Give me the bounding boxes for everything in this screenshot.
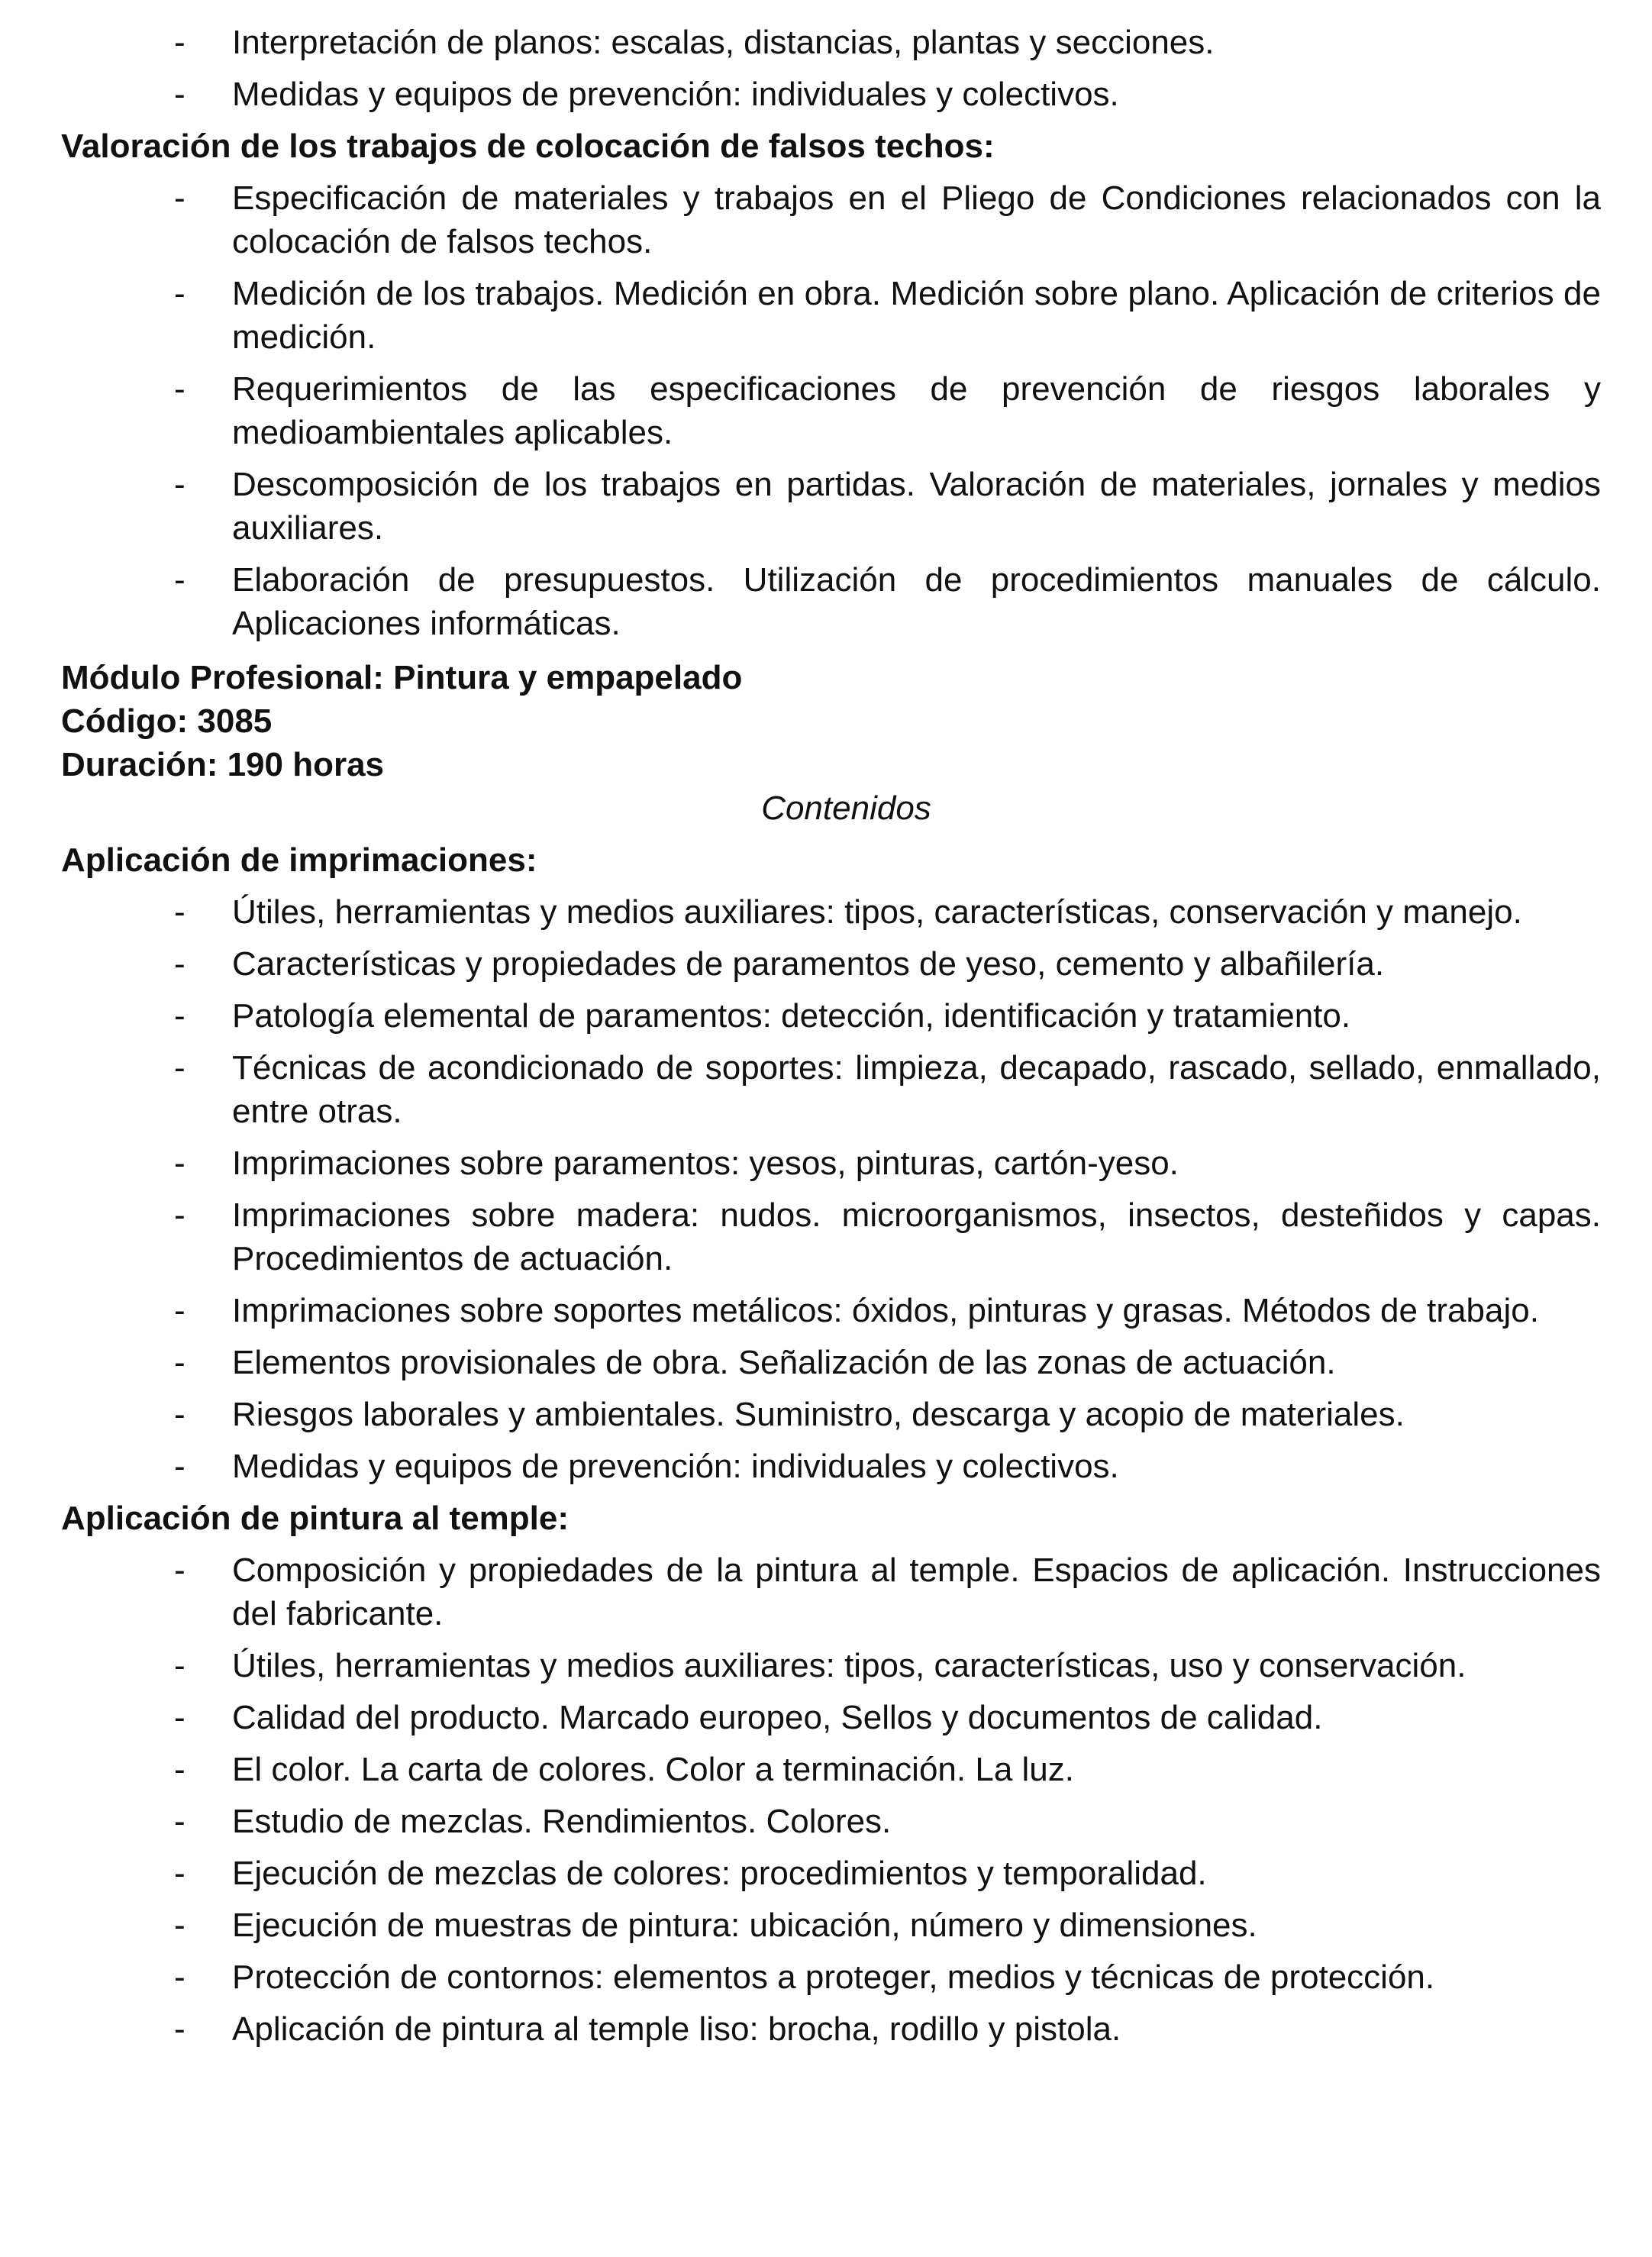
list-item-text: Patología elemental de paramentos: detección, identificación y tratamiento. <box>232 997 1351 1035</box>
contents-title: Contenidos <box>761 789 931 827</box>
list-item-text: El color. La carta de colores. Color a terminación. La luz. <box>232 1751 1074 1788</box>
bullet-dash: - <box>174 945 186 983</box>
bullet-dash: - <box>174 561 186 599</box>
list-item <box>61 2007 1601 2051</box>
list-item <box>61 1193 1601 1280</box>
document-page <box>61 12 1601 2051</box>
bullet-dash: - <box>174 1196 186 1234</box>
list-item <box>61 1748 1601 1791</box>
list-item <box>61 1696 1601 1739</box>
list-item <box>61 1046 1601 1133</box>
module-info: Módulo Profesional: Pintura y empapelado <box>61 659 743 696</box>
section-heading: Aplicación de pintura al temple: <box>61 1500 569 1537</box>
list-item-text: Calidad del producto. Marcado europeo, Sellos y documentos de calidad. <box>232 1699 1323 1736</box>
bullet-dash: - <box>174 1145 186 1182</box>
list-item-text: Medición de los trabajos. Medición en obra. Medición sobre plano. Aplicación de criterios de medición. <box>232 275 1601 356</box>
list-item-text: Útiles, herramientas y medios auxiliares: tipos, características, conservación y manejo. <box>232 893 1522 931</box>
bullet-dash: - <box>174 893 186 931</box>
list-item <box>61 942 1601 986</box>
list-item-text: Interpretación de planos: escalas, distancias, plantas y secciones. <box>232 24 1215 61</box>
bullet-dash: - <box>174 1907 186 1944</box>
list-item-text: Útiles, herramientas y medios auxiliares: tipos, características, uso y conservación. <box>232 1647 1466 1684</box>
list-item-text: Composición y propiedades de la pintura al temple. Espacios de aplicación. Instrucciones del fabricante. <box>232 1551 1601 1632</box>
list-item-text: Elementos provisionales de obra. Señalización de las zonas de actuación. <box>232 1344 1336 1381</box>
bullet-dash: - <box>174 2010 186 2048</box>
module-info: Duración: 190 horas <box>61 746 385 783</box>
list-item-text: Medidas y equipos de prevención: individuales y colectivos. <box>232 1448 1119 1485</box>
bullet-dash: - <box>174 1292 186 1329</box>
list-item-text: Características y propiedades de paramentos de yeso, cemento y albañilería. <box>232 945 1385 983</box>
list-item-text: Aplicación de pintura al temple liso: brocha, rodillo y pistola. <box>232 2010 1121 2048</box>
list-item-text: Imprimaciones sobre paramentos: yesos, pinturas, cartón-yeso. <box>232 1145 1179 1182</box>
bullet-dash: - <box>174 1958 186 1996</box>
bullet-dash: - <box>174 76 186 113</box>
list-item <box>61 272 1601 359</box>
list-item <box>61 463 1601 550</box>
list-item <box>61 21 1601 64</box>
list-item-text: Imprimaciones sobre madera: nudos. microorganismos, insectos, desteñidos y capas. Procedimientos de actuación. <box>232 1196 1601 1277</box>
list-item-text: Protección de contornos: elementos a proteger, medios y técnicas de protección. <box>232 1958 1435 1996</box>
list-item <box>61 1341 1601 1384</box>
bullet-dash: - <box>174 997 186 1035</box>
list-item <box>61 1393 1601 1436</box>
list-item <box>61 890 1601 934</box>
list-item <box>61 1289 1601 1332</box>
list-item-text: Ejecución de mezclas de colores: procedimientos y temporalidad. <box>232 1855 1207 1892</box>
list-item <box>61 1548 1601 1635</box>
bullet-dash: - <box>174 466 186 503</box>
bullet-dash: - <box>174 1344 186 1381</box>
bullet-dash: - <box>174 370 186 408</box>
list-item-text: Medidas y equipos de prevención: individuales y colectivos. <box>232 76 1119 113</box>
bullet-dash: - <box>174 1855 186 1892</box>
list-item-text: Elaboración de presupuestos. Utilización de procedimientos manuales de cálculo. Aplicaciones informáticas. <box>232 561 1601 642</box>
list-item <box>61 1955 1601 1999</box>
list-item <box>61 1852 1601 1895</box>
list-item <box>61 1800 1601 1843</box>
list-item <box>61 1445 1601 1488</box>
list-item-text: Descomposición de los trabajos en partidas. Valoración de materiales, jornales y medios auxiliares. <box>232 466 1601 547</box>
list-item <box>61 367 1601 454</box>
list-item <box>61 176 1601 263</box>
list-item <box>61 558 1601 645</box>
list-item <box>61 994 1601 1038</box>
list-item-text: Técnicas de acondicionado de soportes: limpieza, decapado, rascado, sellado, enmallado, entre otras. <box>232 1049 1601 1130</box>
list-item-text: Riesgos laborales y ambientales. Suministro, descarga y acopio de materiales. <box>232 1396 1405 1433</box>
bullet-dash: - <box>174 1751 186 1788</box>
bullet-dash: - <box>174 1699 186 1736</box>
list-item <box>61 1141 1601 1185</box>
bullet-dash: - <box>174 179 186 217</box>
bullet-dash: - <box>174 24 186 61</box>
module-info: Código: 3085 <box>61 702 273 740</box>
list-item <box>61 73 1601 116</box>
list-item <box>61 1644 1601 1687</box>
list-item-text: Estudio de mezclas. Rendimientos. Colores. <box>232 1803 892 1840</box>
list-item <box>61 1903 1601 1947</box>
bullet-dash: - <box>174 1049 186 1087</box>
section-heading: Valoración de los trabajos de colocación de falsos techos: <box>61 128 995 165</box>
bullet-dash: - <box>174 1448 186 1485</box>
list-item-text: Requerimientos de las especificaciones de prevención de riesgos laborales y medioambientales aplicables. <box>232 370 1601 451</box>
list-item-text: Ejecución de muestras de pintura: ubicación, número y dimensiones. <box>232 1907 1257 1944</box>
bullet-dash: - <box>174 1647 186 1684</box>
bullet-dash: - <box>174 1551 186 1589</box>
bullet-dash: - <box>174 275 186 312</box>
bullet-dash: - <box>174 1803 186 1840</box>
list-item-text: Imprimaciones sobre soportes metálicos: óxidos, pinturas y grasas. Métodos de trabajo. <box>232 1292 1539 1329</box>
list-item-text: Especificación de materiales y trabajos en el Pliego de Condiciones relacionados con la colocación de falsos techos. <box>232 179 1601 260</box>
section-heading: Aplicación de imprimaciones: <box>61 841 537 879</box>
bullet-dash: - <box>174 1396 186 1433</box>
